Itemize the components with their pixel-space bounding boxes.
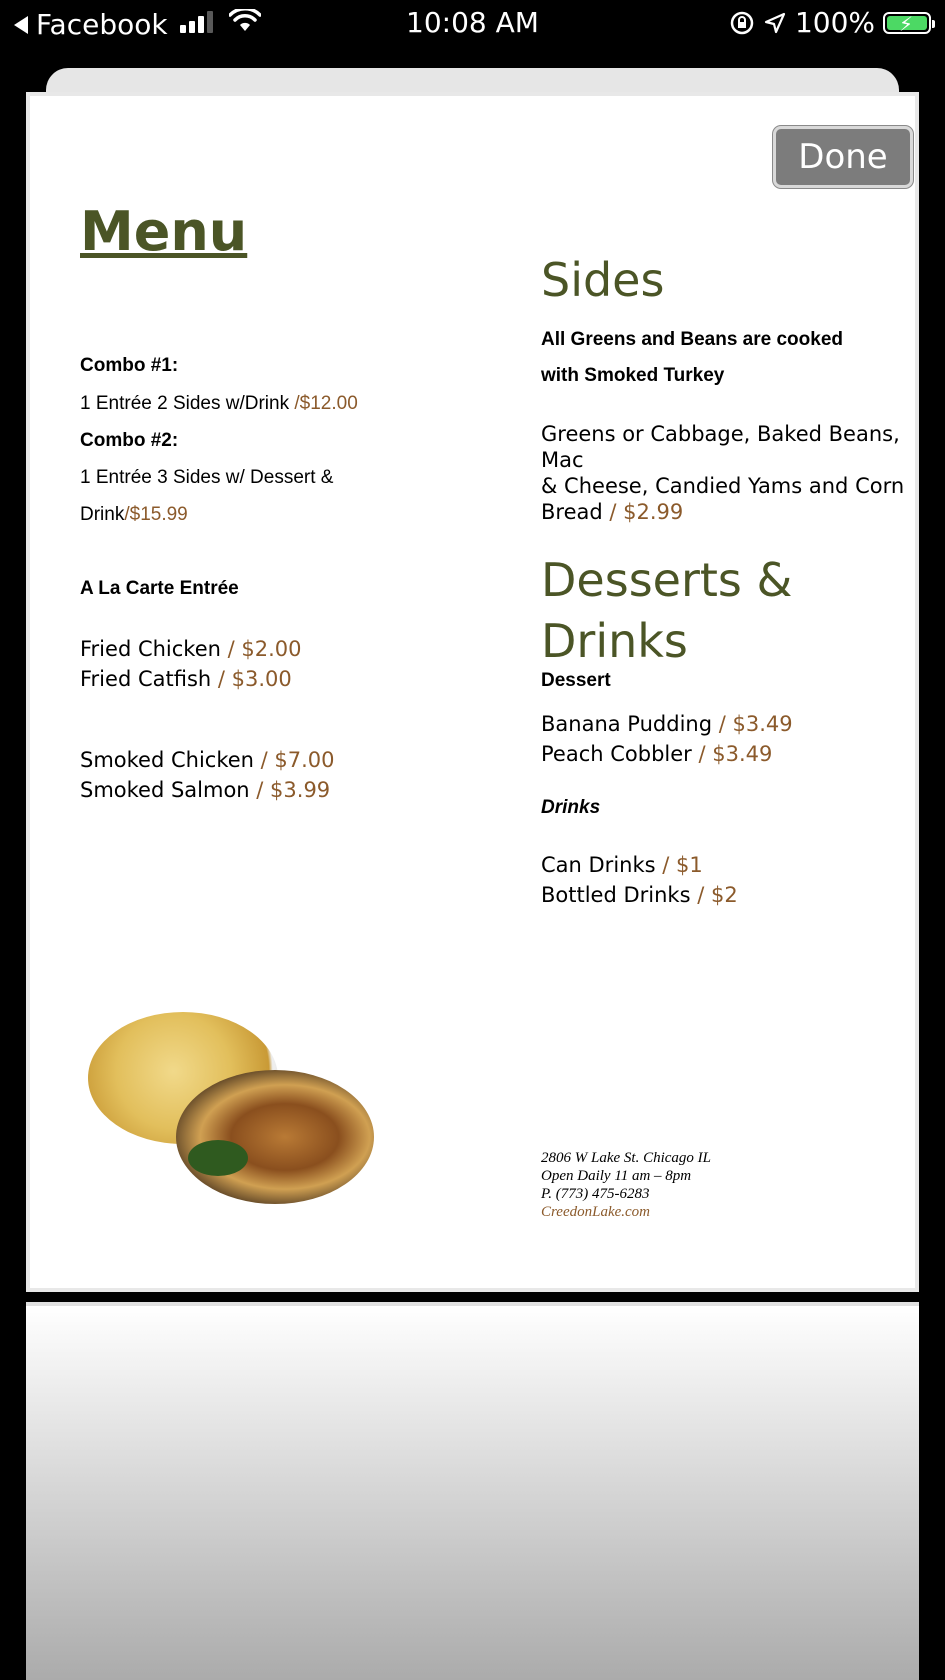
dessert-label: Dessert [541, 670, 611, 691]
food-photo [88, 1012, 378, 1207]
sides-list: Greens or Cabbage, Baked Beans, Mac & Cheese, Candied Yams and Corn Bread / $2.99 [541, 422, 905, 524]
menu-item: Can Drinks / $1 [541, 853, 703, 877]
combo1-label: Combo #1: [80, 355, 179, 376]
orientation-lock-icon [729, 10, 755, 36]
alacarte-label: A La Carte Entrée [80, 578, 239, 599]
combo1-price: /$12.00 [294, 393, 358, 414]
status-time: 10:08 AM [406, 6, 539, 39]
dessert-items-list [541, 709, 793, 769]
menu-title: Menu [80, 200, 248, 263]
menu-item: Fried Chicken / $2.00 [80, 637, 302, 661]
fried-items-list [80, 634, 302, 694]
website-link[interactable]: CreedonLake.com [541, 1204, 650, 1220]
address: 2806 W Lake St. Chicago IL [541, 1150, 711, 1166]
next-page-area [26, 1302, 919, 1680]
combo2-desc-line2: Drink [80, 504, 125, 525]
menu-item: Smoked Chicken / $7.00 [80, 748, 335, 772]
back-app-label: Facebook [36, 8, 168, 41]
battery-percentage: 100% [794, 6, 875, 39]
restaurant-info [541, 1149, 711, 1221]
menu-item: Peach Cobbler / $3.49 [541, 742, 773, 766]
menu-item: Bottled Drinks / $2 [541, 883, 738, 907]
combo2-label: Combo #2: [80, 430, 179, 451]
sides-note-line2: with Smoked Turkey [541, 365, 725, 386]
drink-items-list [541, 850, 738, 910]
combo1-desc: 1 Entrée 2 Sides w/Drink [80, 393, 295, 414]
combo2-price: /$15.99 [124, 504, 188, 525]
sides-price: / $2.99 [602, 500, 684, 524]
menu-item: Fried Catfish / $3.00 [80, 667, 292, 691]
hours: Open Daily 11 am – 8pm [541, 1168, 692, 1184]
menu-item: Banana Pudding / $3.49 [541, 712, 793, 736]
greens-garnish [188, 1140, 248, 1176]
location-arrow-icon [763, 11, 787, 35]
status-bar [0, 0, 945, 48]
sides-title: Sides [541, 253, 665, 307]
desserts-drinks-title: Desserts & Drinks [541, 553, 793, 668]
charging-bolt-icon: ⚡ [899, 11, 914, 36]
combo1-line [80, 393, 358, 415]
combo2-line2 [80, 504, 188, 526]
battery-icon [883, 12, 931, 34]
sides-note-line1: All Greens and Beans are cooked [541, 329, 844, 350]
menu-item: Smoked Salmon / $3.99 [80, 778, 331, 802]
status-right [729, 6, 931, 39]
combo2-desc-line1: 1 Entrée 3 Sides w/ Dessert & [80, 467, 334, 488]
phone: P. (773) 475-6283 [541, 1186, 650, 1202]
drinks-label: Drinks [541, 797, 601, 818]
done-button[interactable]: Done [773, 126, 913, 188]
fried-chicken-plate [176, 1070, 374, 1204]
smoked-items-list [80, 745, 335, 805]
